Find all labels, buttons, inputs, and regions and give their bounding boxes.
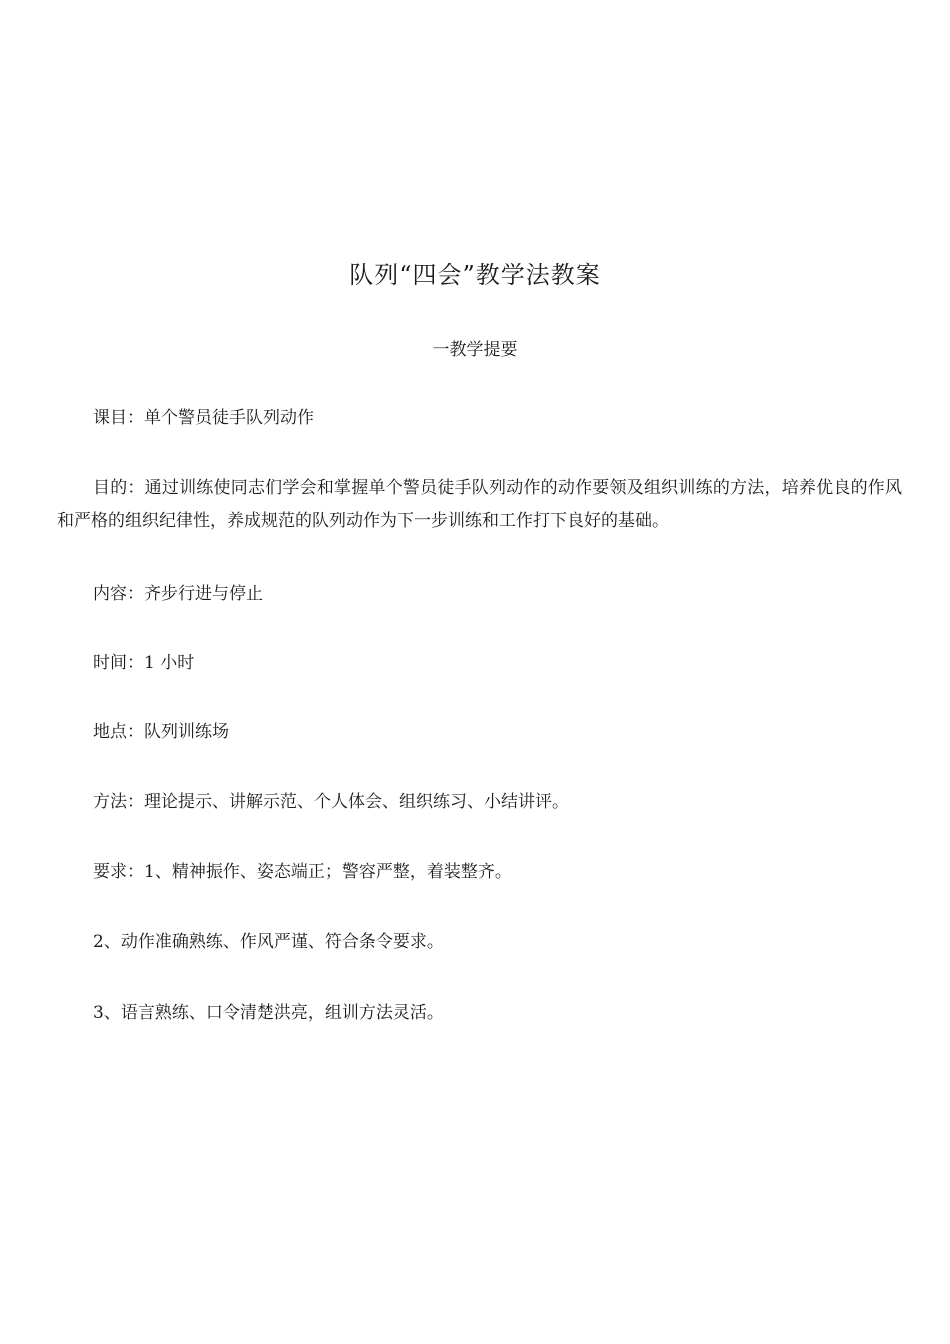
purpose-paragraph: 目的：通过训练使同志们学会和掌握单个警员徒手队列动作的动作要领及组织训练的方法，培养优良的作风和严格的组织纪律性，养成规范的队列动作为下一步训练和工作打下良好的基础。 [57, 478, 902, 531]
course-line: 课目：单个警员徒手队列动作 [93, 408, 314, 428]
content-line: 内容：齐步行进与停止 [93, 584, 263, 604]
requirement-item-3: 3、语言熟练、口令清楚洪亮，组训方法灵活。 [93, 1003, 444, 1023]
time-line: 时间：1 小时 [93, 653, 195, 673]
requirement-item-2: 2、动作准确熟练、作风严谨、符合条令要求。 [93, 932, 444, 952]
location-line: 地点：队列训练场 [93, 722, 229, 742]
method-line: 方法：理论提示、讲解示范、个人体会、组织练习、小结讲评。 [93, 792, 569, 812]
document-title: 队列“四会”教学法教案 [349, 261, 601, 289]
requirement-item-1: 要求：1、精神振作、姿态端正；警容严整，着装整齐。 [93, 862, 512, 882]
section-heading: 一教学提要 [432, 340, 518, 360]
